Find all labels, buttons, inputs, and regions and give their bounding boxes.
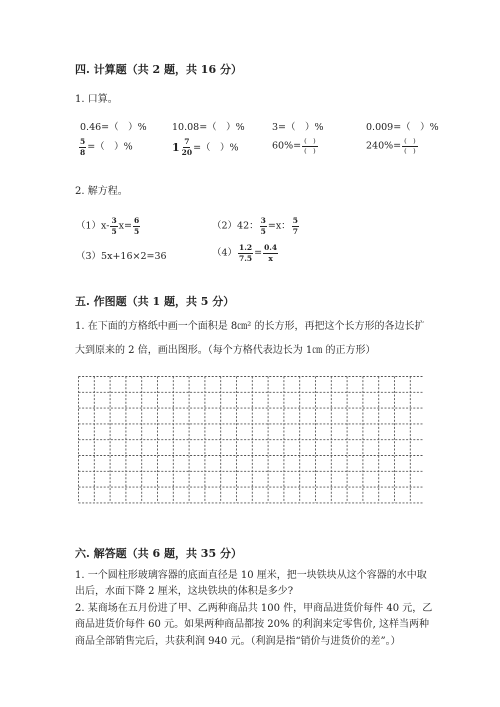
question-2-label: 2. 解方程。 bbox=[75, 186, 128, 197]
problem-1-line-1: 1. 一个圆柱形玻璃容器的底面直径是 10 厘米，把一块铁块从这个容器的水中取 bbox=[75, 570, 427, 581]
oral-calc-5: $\frac{5}{8}$ =（ ）% bbox=[80, 137, 133, 157]
problem-2-line-1: 2. 某商场在五月份进了甲、乙两种商品共 100 件，甲商品进货价每件 40 元，乙 bbox=[75, 603, 433, 614]
drawing-question-line-2: 大到原来的 2 倍，画出图形。（每个方格代表边长为 1㎝ 的正方形） bbox=[75, 345, 376, 356]
equation-2: （2）42： $\frac{3}{5}$ =x： $\frac{5}{7}$ bbox=[212, 216, 298, 236]
equation-3: （3）5x+16×2=36 bbox=[76, 251, 167, 262]
oral-calc-7: 60%= $\frac{( )}{( )}$ bbox=[272, 137, 316, 155]
oral-calc-2: 10.08=（ ）% bbox=[172, 122, 245, 133]
problem-2-line-2: 商品进货价每件 60 元。如果两种商品都按 20% 的利润来定零售价, 这样当两种 bbox=[75, 619, 430, 630]
section-6-title: 六. 解答题（共 6 题，共 35 分） bbox=[75, 547, 242, 560]
oral-calc-8: 240%= $\frac{( )}{( )}$ bbox=[366, 137, 416, 155]
oral-calc-3: 3=（ ）% bbox=[272, 122, 324, 133]
section-4-title: 四. 计算题（共 2 题，共 16 分） bbox=[75, 63, 242, 76]
drawing-question-line-1: 1. 在下面的方格纸中画一个面积是 8㎝² 的长方形，再把这个长方形的各边长扩 bbox=[75, 321, 425, 332]
question-1-label: 1. 口算。 bbox=[75, 94, 118, 105]
mixed-number: 1 $\frac{7}{20}$ bbox=[172, 137, 193, 157]
oral-calc-6: 1 $\frac{7}{20}$ =（ ）% bbox=[172, 137, 239, 157]
fraction: $\frac{5}{8}$ bbox=[80, 137, 86, 157]
equation-1: （1）x- $\frac{3}{5}$ x= $\frac{6}{5}$ bbox=[76, 216, 140, 236]
section-5-title: 五. 作图题（共 1 题，共 5 分） bbox=[75, 295, 235, 308]
problem-2-line-3: 商品全部销售完后，共获利润 940 元。（利润是指“销价与进货价的差”。） bbox=[75, 636, 401, 647]
problem-1-line-2: 出后，水面下降 2 厘米，这块铁块的体积是多少? bbox=[75, 586, 294, 597]
oral-calc-4: 0.009=（ ）% bbox=[366, 122, 439, 133]
oral-calc-1: 0.46=（ ）% bbox=[80, 122, 147, 133]
equation-4: （4） $\frac{1.2}{7.5}$ = $\frac{0.4}{x}$ bbox=[212, 243, 278, 263]
square-grid-paper[interactable] bbox=[78, 376, 424, 505]
